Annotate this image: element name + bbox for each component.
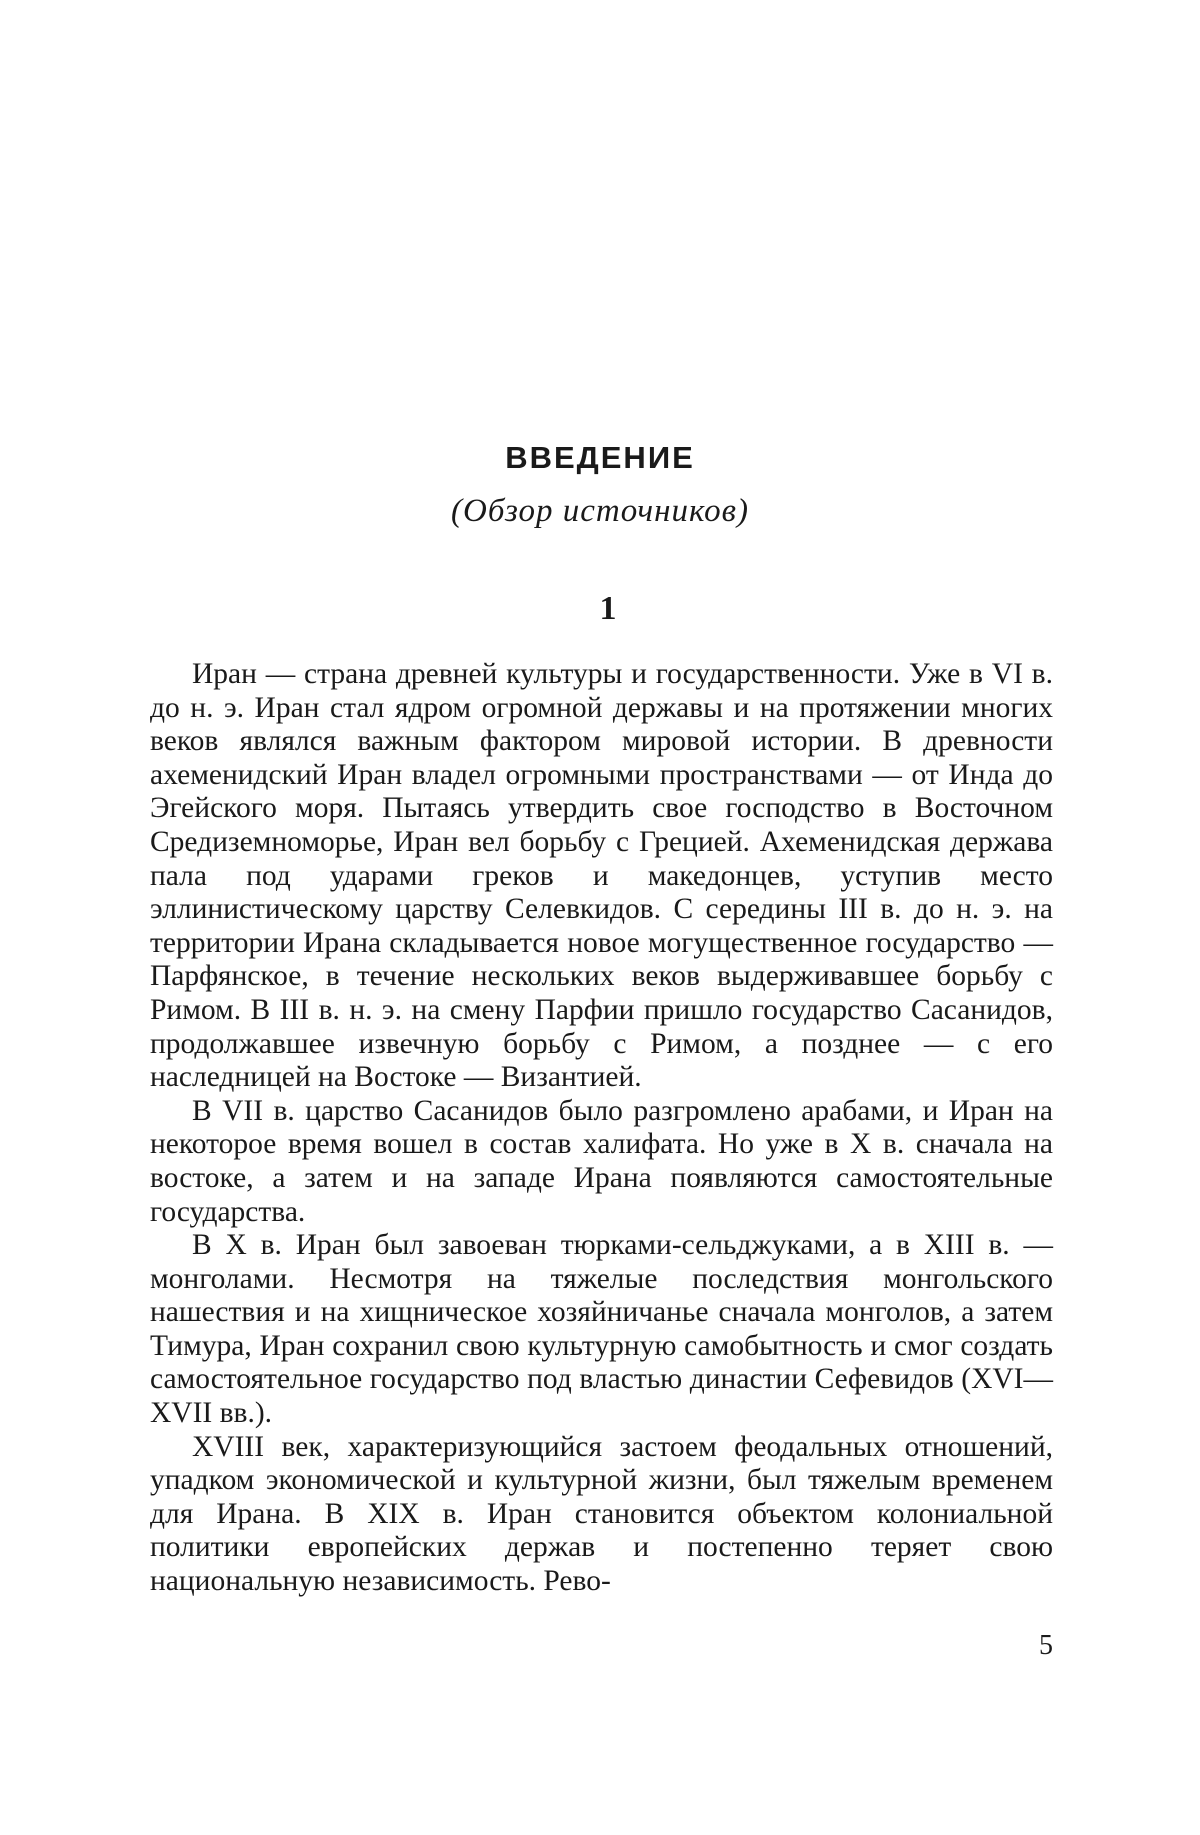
paragraph: XVIII век, характеризующийся застоем феодальных отношений, упадком экономической и культурной жизни, был тяжелым временем для Ирана. В XIX в. Иран становится объектом колониальной политики европейских держав и постепенно теряет свою национальную независимость. Рево-: [150, 1430, 1053, 1598]
page-number: 5: [1039, 1630, 1053, 1661]
paragraph: В X в. Иран был завоеван тюрками-сельджуками, а в XIII в. — монголами. Несмотря на тяжелые последствия монгольского нашествия и на хищническое хозяйничанье сначала монголов, а затем Тимура, Иран сохранил свою культурную самобытность и смог создать самостоятельное государство под властью династии Сефевидов (XVI—XVII вв.).: [150, 1229, 1053, 1430]
section-number: 1: [599, 590, 617, 627]
paragraph: В VII в. царство Сасанидов было разгромлено арабами, и Иран на некоторое время вошел в состав халифата. Но уже в X в. сначала на востоке, а затем и на западе Ирана появляются самостоятельные государства.: [150, 1094, 1053, 1228]
chapter-subtitle: (Обзор источников): [451, 493, 749, 529]
chapter-title: ВВЕДЕНИЕ: [505, 440, 695, 475]
paragraph: Иран — страна древней культуры и государственности. Уже в VI в. до н. э. Иран стал ядром огромной державы и на протяжении многих веков являлся важным фактором мировой истории. В древности ахеменидский Иран владел огромными пространствами — от Инда до Эгейского моря. Пытаясь утвердить свое господство в Восточном Средиземноморье, Иран вел борьбу с Грецией. Ахеменидская держава пала под ударами греков и македонцев, уступив место эллинистическому царству Селевкидов. С середины III в. до н. э. на территории Ирана складывается новое могущественное государство — Парфянское, в течение нескольких веков выдерживавшее борьбу с Римом. В III в. н. э. на смену Парфии пришло государство Сасанидов, продолжавшее извечную борьбу с Римом, а позднее — с его наследницей на Востоке — Византией.: [150, 658, 1053, 1094]
body-text: [150, 658, 1053, 1599]
